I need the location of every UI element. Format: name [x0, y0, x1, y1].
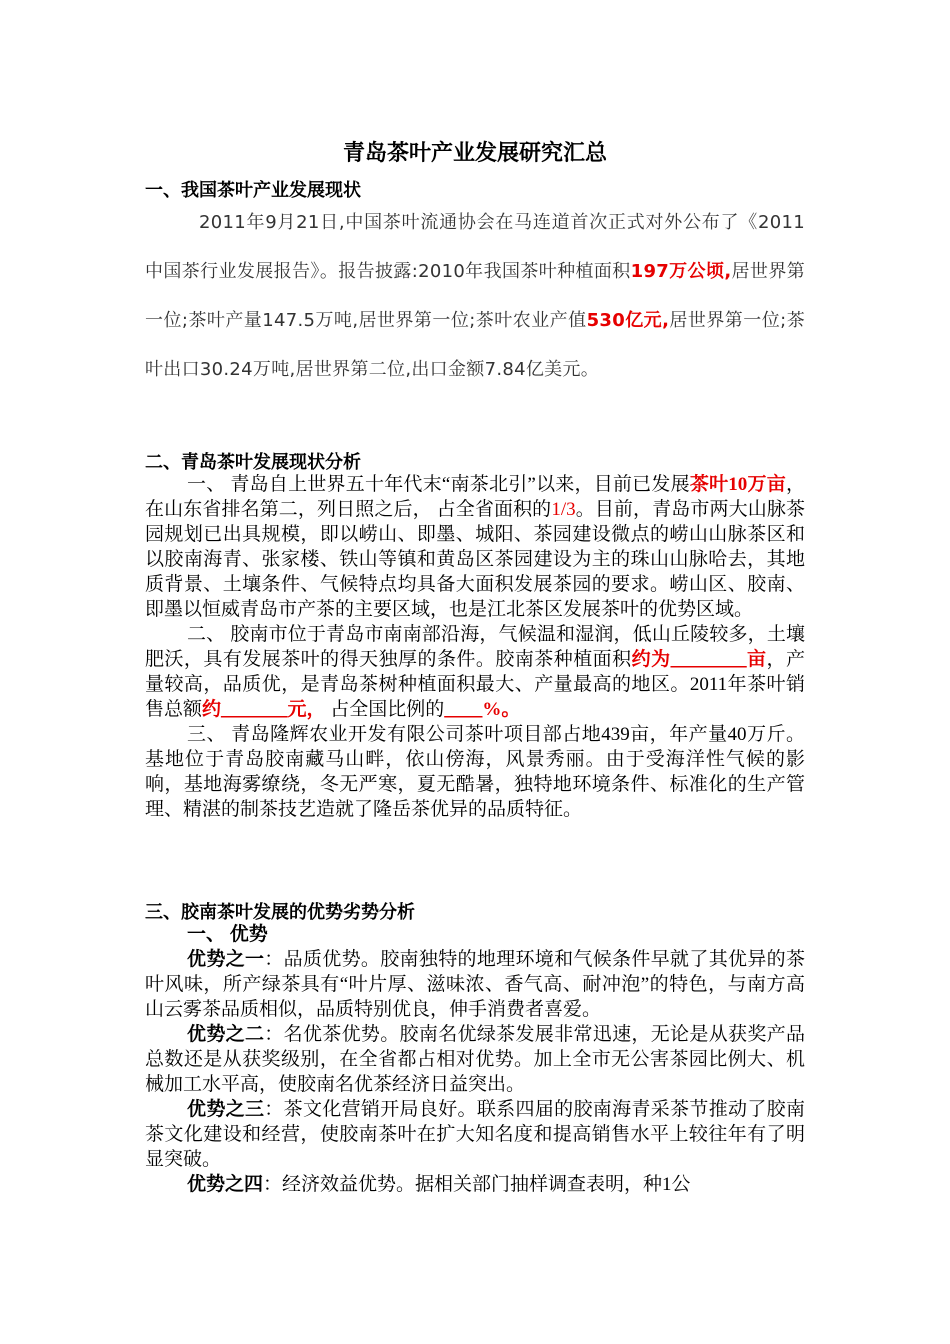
advantage-4 [145, 1172, 805, 1197]
section-2-paragraph-1 [145, 472, 805, 622]
text-run: 2011年9月21日,中国茶叶流通协会在马连道首次正式对外公布了《2011中国茶行业发展报告》。报告披露:2010年我国茶叶种植面积 [145, 212, 805, 282]
section-3-subheading [145, 922, 805, 947]
highlight-value: 530亿元, [586, 310, 670, 331]
advantage-2 [145, 1022, 805, 1097]
highlight-unit: 亩 [746, 649, 767, 670]
section-2-heading: 二、青岛茶叶发展现状分析 [145, 452, 361, 473]
highlight-area: 197万公顷, [630, 261, 732, 282]
advantage-3 [145, 1097, 805, 1172]
text-run: 。目前，青岛市两大山脉茶园规划已出具规模，即以崂山、即墨、城阳、茶园建设微点的崂山山脉茶区和以胶南海青、张家楼、铁山等镇和黄岛区茶园建设为主的珠山山脉哈去，其地质背景、土壤条件、气候特点均具备大面积发展茶园的要求。崂山区、胶南、即墨以恒威青岛市产茶的主要区域，也是江北茶区发展茶叶的优势区域。 [145, 499, 805, 620]
advantage-1 [145, 947, 805, 1022]
text-run: 居世界第一位;茶叶产量147.5万吨,居世界第一位;茶叶农业产值 [145, 261, 805, 331]
section-1-body [145, 198, 805, 394]
text-run: ：品质优势。胶南独特的地理环境和气候条件早就了其优异的茶叶风味，所产绿茶具有“叶片厚、滋味浓、香气高、耐冲泡”的特色，与南方高山云雾茶品质相似，品质特别优良，伸手消费者喜爱。 [145, 949, 805, 1020]
section-1-heading: 一、我国茶叶产业发展现状 [145, 180, 361, 201]
highlight-unit: 元， [287, 699, 326, 720]
section-2-paragraph-3: 三、 青岛隆辉农业开发有限公司茶叶项目部占地439亩，年产量40万斤。基地位于青岛胶南藏马山畔，依山傍海，风景秀丽。由于受海洋性气候的影响，基地海雾缭绕，冬无严寒，夏无酷暑，独特地环境条件、标准化的生产管理、精湛的制茶技艺造就了隆岳茶优异的品质特征。 [145, 724, 805, 820]
highlight-fraction: 1/3 [551, 499, 576, 520]
text-run: ：名优茶优势。胶南名优绿茶发展非常迅速，无论是从获奖产品总数还是从获奖级别，在全省都占相对优势。加上全市无公害茶园比例大、机械加工水平高，使胶南名优茶经济日益突出。 [145, 1024, 805, 1095]
text-run: ：茶文化营销开局良好。联系四届的胶南海青采茶节推动了胶南茶文化建设和经营，使胶南茶叶在扩大知名度和提高销售水平上较往年有了明显突破。 [145, 1099, 805, 1170]
highlight-label: 约 [202, 699, 222, 720]
text-run: 居世界第一位;茶叶出口30.24万吨,居世界第二位,出口金额7.84亿美元。 [145, 310, 805, 380]
blank-field: ____ [444, 699, 483, 720]
section-2-body [145, 472, 805, 822]
advantage-label: 优势之二 [187, 1024, 265, 1045]
section-1-paragraph [145, 198, 805, 394]
section-3-body [145, 947, 805, 1197]
section-3-heading: 三、胶南茶叶发展的优势劣势分析 [145, 902, 415, 923]
advantage-label: 优势之三 [187, 1099, 265, 1120]
highlight-unit: %。 [482, 699, 521, 720]
page-title: 青岛茶叶产业发展研究汇总 [342, 141, 607, 166]
highlight-label: 约为 [631, 649, 671, 670]
blank-field: ________ [670, 649, 747, 670]
text-run: ，在山东省排名第二，列日照之后， 占全省面积的 [145, 474, 805, 520]
text-run: 占全国比例的 [325, 699, 445, 720]
text-run: 一、 青岛自上世界五十年代末“南茶北引”以来，目前已发展 [187, 474, 690, 495]
subheading-text: 一、 优势 [187, 924, 268, 945]
advantage-label: 优势之一 [187, 949, 265, 970]
highlight-area: 茶叶10万亩 [689, 474, 786, 495]
advantage-label: 优势之四 [187, 1174, 264, 1195]
text-run: 二、 胶南市位于青岛市南南部沿海，气候温和湿润，低山丘陵较多，土壤肥沃，具有发展茶叶的得天独厚的条件。胶南茶种植面积 [145, 624, 805, 670]
blank-field: _______ [221, 699, 288, 720]
text-run: ，产量较高，品质优，是青岛茶树种植面积最大、产量最高的地区。2011年茶叶销售总额 [145, 649, 805, 720]
section-2-paragraph-2 [145, 622, 805, 722]
text-run: ：经济效益优势。据相关部门抽样调查表明，种1公 [263, 1174, 691, 1195]
